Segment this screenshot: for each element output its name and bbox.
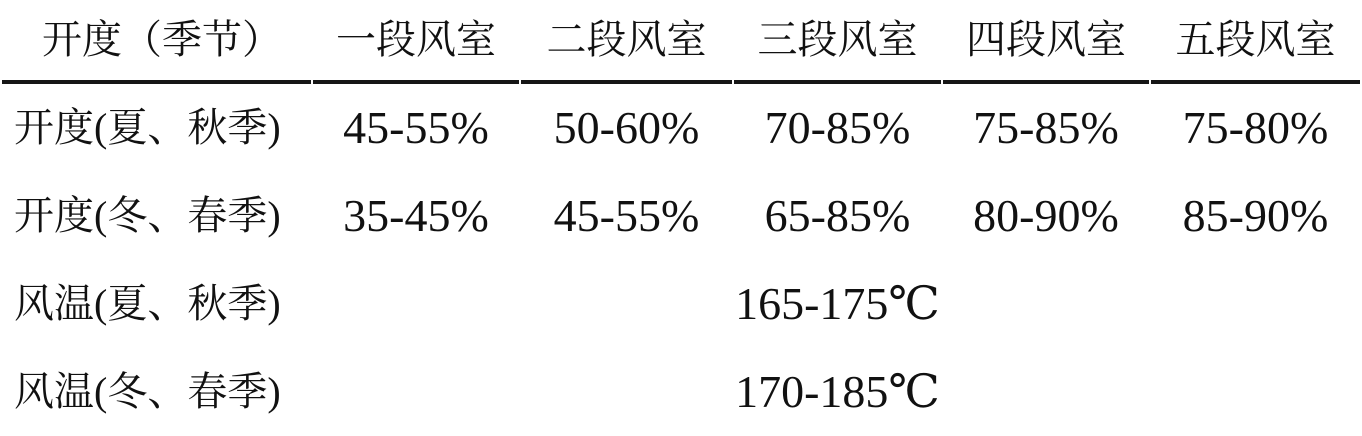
cell-value bbox=[1151, 260, 1360, 348]
cell-value bbox=[521, 260, 732, 348]
cell-value: 85-90% bbox=[1182, 190, 1329, 241]
cell-value bbox=[943, 260, 1149, 348]
column-header-air-chamber-5: 五段风室 bbox=[1151, 0, 1360, 84]
row-label: 开度(夏、秋季) bbox=[14, 105, 281, 150]
cell-value bbox=[313, 348, 519, 436]
cell-value bbox=[521, 348, 732, 436]
cell-value: 80-90% bbox=[973, 190, 1119, 241]
column-header-air-chamber-4: 四段风室 bbox=[943, 0, 1149, 84]
table-row-opening-winter-spring bbox=[2, 172, 1360, 260]
row-label: 风温(冬、春季) bbox=[14, 369, 281, 414]
table-row-airtemp-summer-autumn bbox=[2, 260, 1360, 348]
cell-value: 65-85% bbox=[764, 190, 911, 241]
cell-value bbox=[313, 260, 519, 348]
table-row-opening-summer-autumn bbox=[2, 84, 1360, 172]
cell-value: 75-80% bbox=[1182, 102, 1329, 153]
cell-value: 50-60% bbox=[553, 102, 700, 153]
column-header-opening-season: 开度（季节） bbox=[2, 0, 311, 84]
cell-value: 35-45% bbox=[343, 190, 489, 241]
column-header-air-chamber-3: 三段风室 bbox=[734, 0, 941, 84]
cell-value bbox=[1151, 348, 1360, 436]
table-row-airtemp-winter-spring bbox=[2, 348, 1360, 436]
cell-value: 75-85% bbox=[973, 102, 1119, 153]
cell-value: 70-85% bbox=[764, 102, 911, 153]
cell-value: 45-55% bbox=[553, 190, 700, 241]
column-header-air-chamber-1: 一段风室 bbox=[313, 0, 519, 84]
header-row bbox=[2, 0, 1360, 84]
row-label: 开度(冬、春季) bbox=[14, 193, 281, 238]
cell-value: 45-55% bbox=[343, 102, 489, 153]
cell-value: 165-175℃ bbox=[735, 278, 940, 329]
column-header-air-chamber-2: 二段风室 bbox=[521, 0, 732, 84]
cell-value bbox=[943, 348, 1149, 436]
cell-value: 170-185℃ bbox=[735, 366, 940, 417]
row-label: 风温(夏、秋季) bbox=[14, 281, 281, 326]
